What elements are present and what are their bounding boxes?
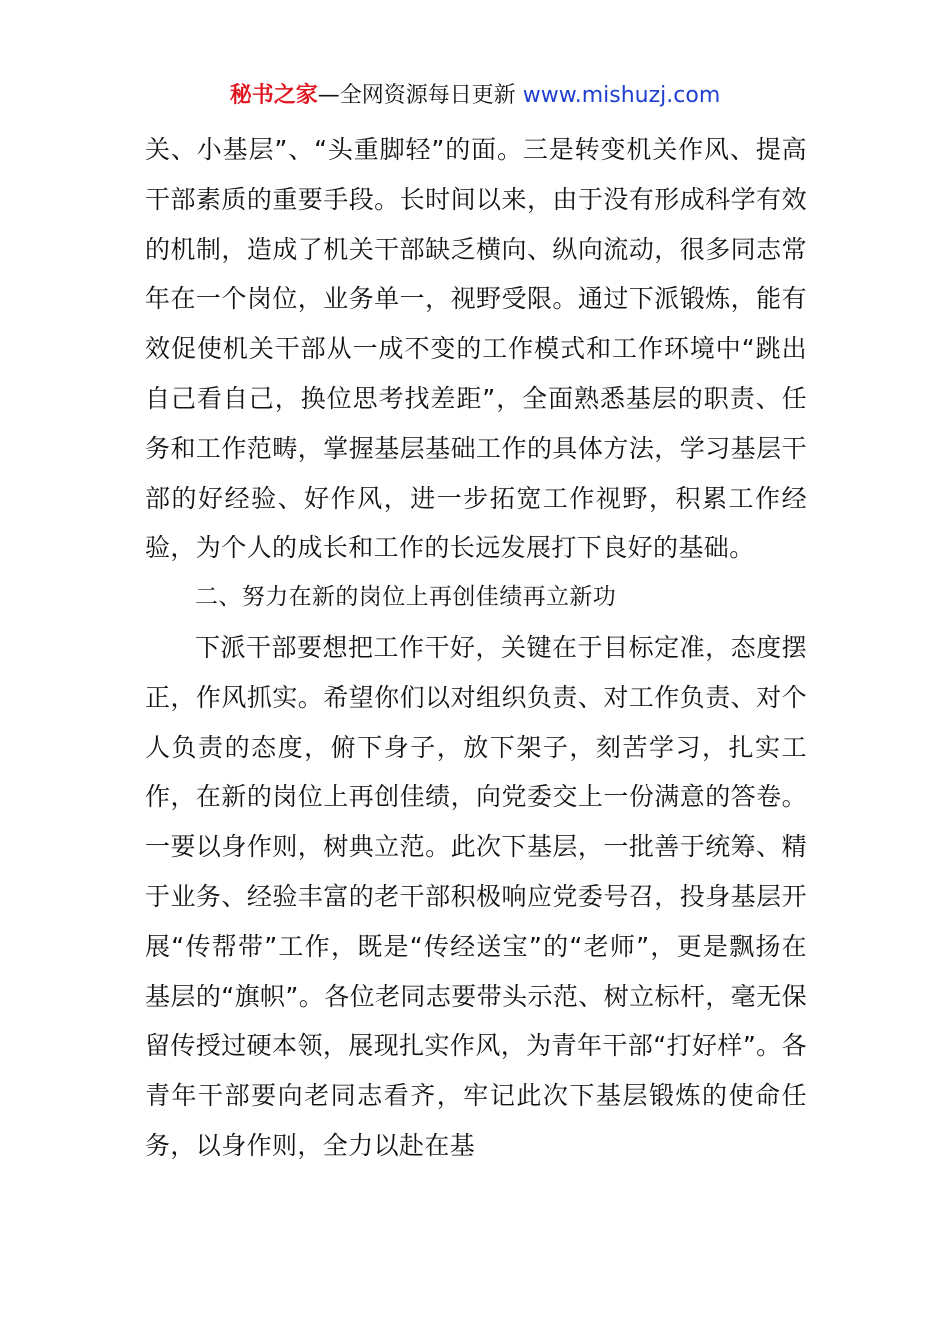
body-paragraph: 下派干部要想把工作干好，关键在于目标定准，态度摆正，作风抓实。希望你们以对组织负责、对工作负责、对个人负责的态度，俯下身子，放下架子，刻苦学习，扎实工作，在新的岗位上再创佳绩，向党委交上一份满意的答卷。一要以身作则，树典立范。此次下基层，一批善于统筹、精于业务、经验丰富的老干部积极响应党委号召，投身基层开展“传帮带”工作，既是“传经送宝”的“老师”，更是飘扬在基层的“旗帜”。各位老同志要带头示范、树立标杆，毫无保留传授过硬本领，展现扎实作风，为青年干部“打好样”。各青年干部要向老同志看齐，牢记此次下基层锻炼的使命任务，以身作则，全力以赴在基 <box>145 632 807 1160</box>
site-brand: 秘书之家 <box>229 83 318 108</box>
site-url-link[interactable]: www.mishuzj.com <box>522 83 721 108</box>
site-slogan: —全网资源每日更新 <box>317 83 516 108</box>
section-heading: 二、努力在新的岗位上再创佳绩再立新功 <box>195 584 617 611</box>
document-body <box>145 125 807 1171</box>
site-header <box>0 80 950 112</box>
body-paragraph: 关、小基层”、“头重脚轻”的面。三是转变机关作风、提高干部素质的重要手段。长时间以来，由于没有形成科学有效的机制，造成了机关干部缺乏横向、纵向流动，很多同志常年在一个岗位，业务单一，视野受限。通过下派锻炼，能有效促使机关干部从一成不变的工作模式和工作环境中“跳出自己看自己，换位思考找差距”，全面熟悉基层的职责、任务和工作范畴，掌握基层基础工作的具体方法，学习基层干部的好经验、好作风，进一步拓宽工作视野，积累工作经验，为个人的成长和工作的长远发展打下良好的基础。 <box>145 135 807 563</box>
